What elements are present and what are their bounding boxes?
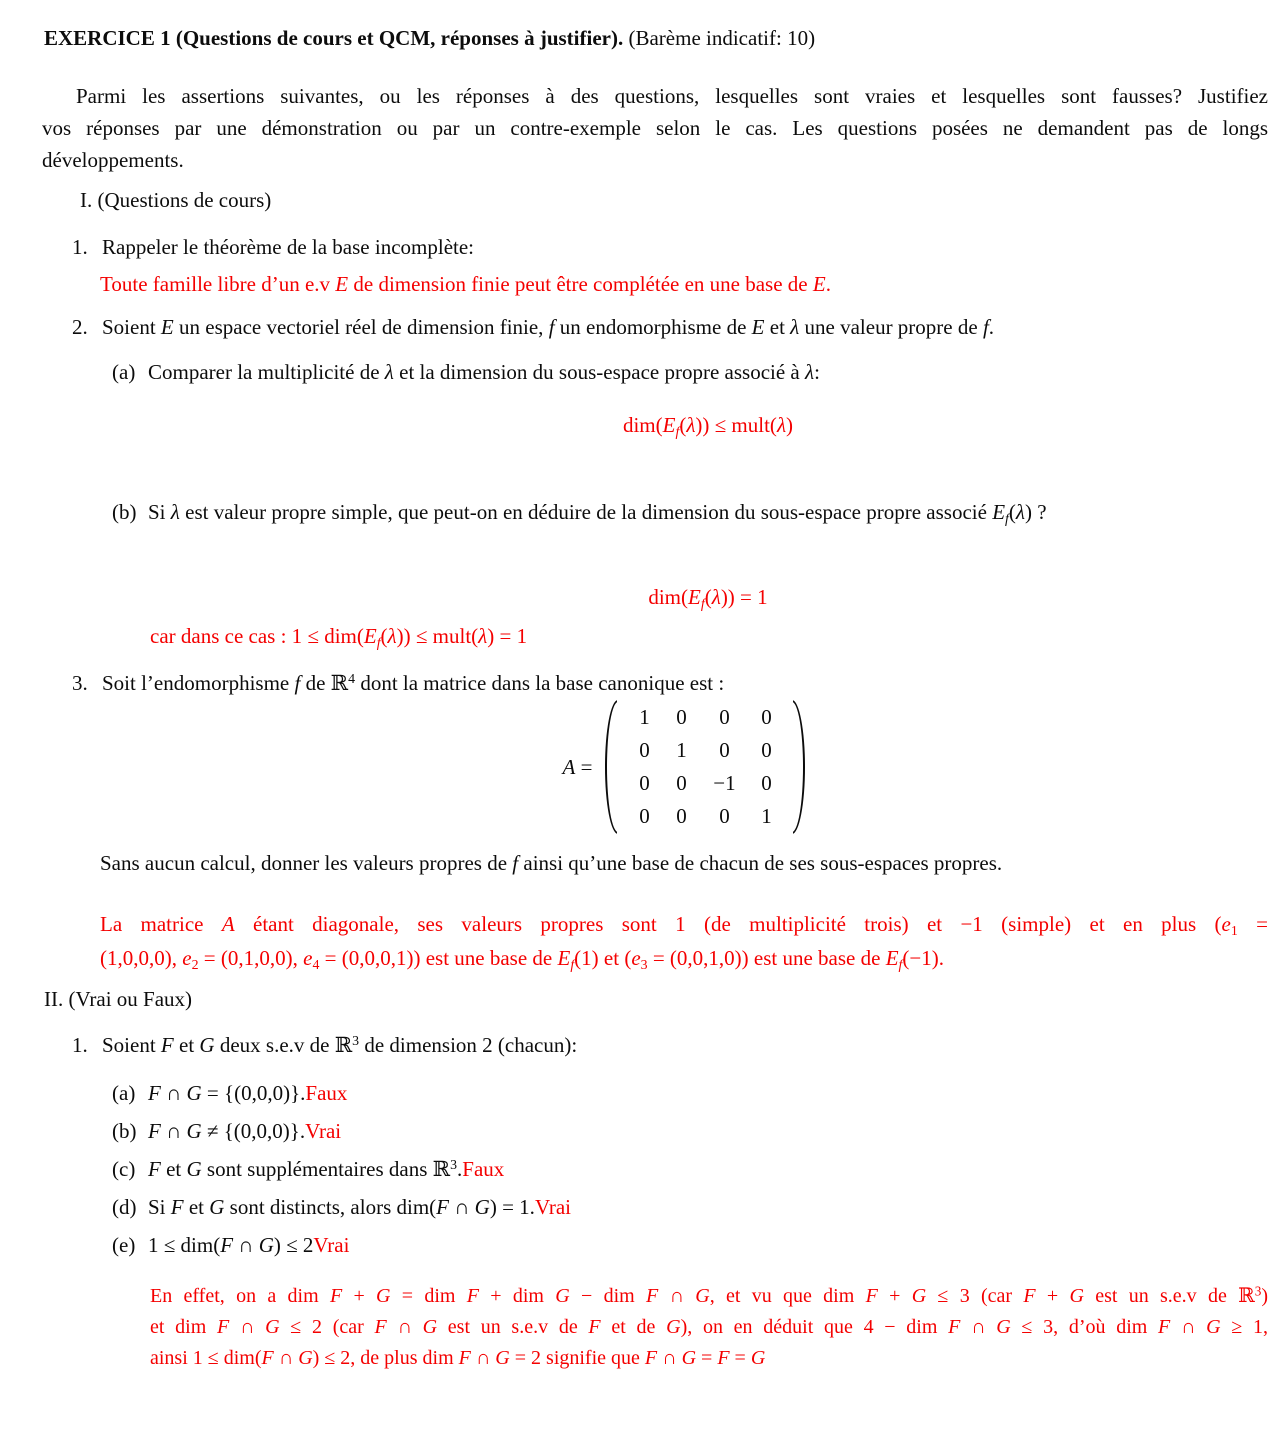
- item-b: [112, 1119, 1268, 1144]
- question-2b-label: (b): [112, 500, 137, 524]
- question-2a: [112, 360, 1268, 385]
- answer-3-line: La matrice A étant diagonale, ses valeurs propres sont 1 (de multiplicité trois) et −1 (simple) et en plus ($e_1$ =: [100, 912, 1269, 938]
- question-2: [72, 315, 1268, 340]
- intro-paragraph: [42, 80, 1268, 176]
- explanation-line: En effet, on a dim F + G = dim F + dim G − dim F ∩ G, et vu que dim F + G ≤ 3 (car F + G est un s.e.v de ℝ$^3$): [150, 1283, 1269, 1307]
- intro-line: développements.: [42, 148, 184, 172]
- matrix-cell: 0: [761, 771, 772, 795]
- matrix-cell: 0: [639, 738, 650, 762]
- item-d-label: (d): [112, 1195, 137, 1219]
- item-e-text: 1 ≤ dim(F ∩ G) ≤ 2: [148, 1233, 314, 1257]
- matrix-cell: 0: [676, 705, 687, 729]
- question-3-text: Soit l’endomorphisme f de ℝ$^4$ dont la matrice dans la base canonique est :: [102, 671, 725, 695]
- matrix-cell: 0: [719, 804, 730, 828]
- formula-note: car dans ce cas : $1 \le dim(E_f(\lambda))$ ≤ mult(λ) = 1: [150, 624, 528, 650]
- question-2b: [112, 500, 1268, 525]
- item-c: [112, 1157, 1268, 1182]
- item-c-text: F et G sont supplémentaires dans ℝ$^3$.: [148, 1157, 463, 1181]
- true-false-list: [112, 1081, 1268, 1258]
- question-2a-text: Comparer la multiplicité de λ et la dimension du sous-espace propre associé à λ:: [148, 360, 820, 384]
- matrix-cell: −1: [713, 771, 736, 795]
- question-3-number: 3.: [72, 671, 88, 695]
- intro-line: Parmi les assertions suivantes, ou les réponses à des questions, lesquelles sont vraies et lesquelles sont fausses? Justifiez: [76, 84, 1268, 108]
- matrix-cell: 0: [676, 804, 687, 828]
- matrix-cell: 0: [639, 804, 650, 828]
- section-i-heading: I. (Questions de cours): [80, 188, 272, 212]
- explanation: [150, 1281, 1268, 1374]
- question-2b-text: Si λ est valeur propre simple, que peut-on en déduire de la dimension du sous-espace propre associé $E_f(\lambda)$ ?: [148, 500, 1047, 526]
- item-a-verdict: Faux: [305, 1081, 348, 1105]
- question-ii-1-text: Soient F et G deux s.e.v de ℝ$^3$ de dimension 2 (chacun):: [102, 1033, 578, 1057]
- question-ii-1: [72, 1033, 1268, 1058]
- question-1-text: Rappeler le théorème de la base incomplète:: [102, 235, 475, 259]
- question-ii-1-number: 1.: [72, 1033, 88, 1057]
- item-b-text: F ∩ G ≠ {(0,0,0)}.: [148, 1119, 306, 1143]
- item-e: [112, 1233, 1268, 1258]
- answer-3-line: (1,0,0,0), $e_2 = (0,1,0,0)$, $e_4 = (0,0,0,1)$) est une base de $E_f(1)$ et $(e_3 = (0,0,1,0))$ est une base de $E_f(-1)$.: [100, 946, 944, 972]
- matrix-paren-right: [793, 700, 805, 834]
- exercise-title-bold: EXERCICE 1 (Questions de cours et QCM, réponses à justifier).: [44, 26, 624, 50]
- answer-3: [100, 907, 1268, 975]
- question-1-number: 1.: [72, 235, 88, 259]
- matrix-lhs: A =: [562, 754, 593, 779]
- item-c-label: (c): [112, 1157, 136, 1181]
- matrix-cell: 1: [676, 738, 687, 762]
- matrix-cell: 0: [761, 705, 772, 729]
- question-3-followup: Sans aucun calcul, donner les valeurs propres de f ainsi qu’une base de chacun de ses sous-espaces propres.: [100, 851, 1003, 875]
- question-1: [72, 235, 1268, 260]
- exercise-title: [44, 26, 1256, 51]
- item-d-verdict: Vrai: [534, 1195, 571, 1219]
- formula-dim-leq-mult: $dim(E_f(\lambda))$ ≤ mult(λ): [622, 413, 794, 439]
- question-2-number: 2.: [72, 315, 88, 339]
- matrix-paren-left: [605, 700, 617, 834]
- matrix-cell: 1: [639, 705, 650, 729]
- formula-dim-eq-1: $dim(E_f(\lambda)) = 1$: [648, 585, 768, 611]
- matrix-cell: 0: [639, 771, 650, 795]
- matrix-grid: [626, 701, 784, 833]
- exercise-title-note: (Barème indicatif: 10): [628, 26, 816, 50]
- item-e-verdict: Vrai: [313, 1233, 350, 1257]
- question-2a-label: (a): [112, 360, 136, 384]
- item-b-label: (b): [112, 1119, 137, 1143]
- answer-1: Toute famille libre d’un e.v E de dimension finie peut être complétée en une base de E.: [100, 272, 831, 296]
- intro-line: vos réponses par une démonstration ou par un contre-exemple selon le cas. Les questions posées ne demandent pas de longs: [42, 116, 1268, 140]
- item-b-verdict: Vrai: [305, 1119, 342, 1143]
- item-d-text: Si F et G sont distincts, alors dim(F ∩ G) = 1.: [148, 1195, 535, 1219]
- matrix-cell: 1: [761, 804, 772, 828]
- item-a: [112, 1081, 1268, 1106]
- item-a-label: (a): [112, 1081, 136, 1105]
- item-c-verdict: Faux: [462, 1157, 505, 1181]
- matrix-A: [100, 700, 1268, 834]
- section-ii-heading: II. (Vrai ou Faux): [44, 987, 193, 1011]
- item-a-text: F ∩ G = {(0,0,0)}.: [148, 1081, 306, 1105]
- matrix-cell: 0: [719, 705, 730, 729]
- item-d: [112, 1195, 1268, 1220]
- matrix-cell: 0: [676, 771, 687, 795]
- item-e-label: (e): [112, 1233, 136, 1257]
- question-3: [72, 671, 1268, 696]
- explanation-line: ainsi 1 ≤ dim(F ∩ G) ≤ 2, de plus dim F ∩ G = 2 signifie que F ∩ G = F = G: [150, 1347, 766, 1369]
- matrix-cell: 0: [761, 738, 772, 762]
- matrix-cell: 0: [719, 738, 730, 762]
- question-2-text: Soient E un espace vectoriel réel de dimension finie, f un endomorphisme de E et λ une valeur propre de f.: [102, 315, 995, 339]
- explanation-line: et dim F ∩ G ≤ 2 (car F ∩ G est un s.e.v de F et de G), on en déduit que 4 − dim F ∩ G ≤ 3, d’où dim F ∩ G ≥ 1,: [150, 1316, 1269, 1338]
